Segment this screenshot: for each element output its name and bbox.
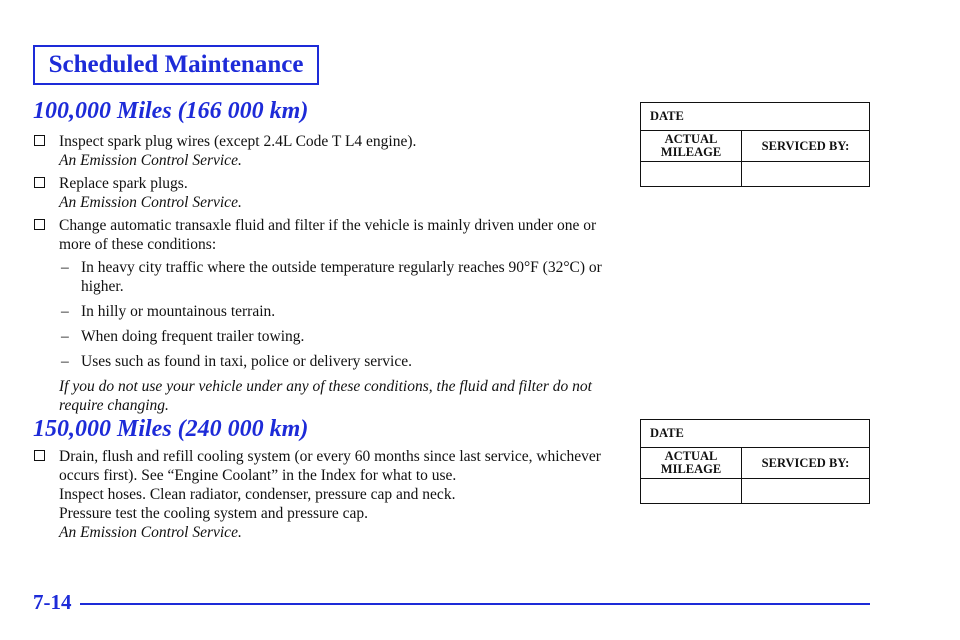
service-record-table xyxy=(640,419,870,504)
condition-text: When doing frequent trailer towing. xyxy=(81,328,305,345)
item-note: An Emission Control Service. xyxy=(59,524,242,541)
list-item xyxy=(33,216,623,254)
serviced-by-entry[interactable] xyxy=(742,479,870,504)
item-note: An Emission Control Service. xyxy=(59,152,242,169)
condition-text: In heavy city traffic where the outside temperature regularly reaches 90°F (32°C) or higher. xyxy=(81,259,602,295)
section-150k-list xyxy=(33,447,623,546)
condition-item xyxy=(33,302,623,321)
mileage-label-cell xyxy=(641,131,742,162)
list-item xyxy=(33,447,623,542)
list-item xyxy=(33,174,623,212)
checkbox-icon[interactable] xyxy=(34,135,45,146)
dash-bullet: – xyxy=(61,303,69,320)
date-cell[interactable] xyxy=(641,103,870,131)
service-record-table xyxy=(640,102,870,187)
checkbox-icon[interactable] xyxy=(34,177,45,188)
item-text-line3: Pressure test the cooling system and pressure cap. xyxy=(59,505,369,522)
checkbox-icon[interactable] xyxy=(34,219,45,230)
condition-text: In hilly or mountainous terrain. xyxy=(81,303,276,320)
serviced-by-entry[interactable] xyxy=(742,162,870,187)
condition-item xyxy=(33,327,623,346)
serviced-by-label-cell xyxy=(742,131,870,162)
header-title: Scheduled Maintenance xyxy=(48,51,304,78)
footer-divider xyxy=(80,603,870,605)
checkbox-icon[interactable] xyxy=(34,450,45,461)
page-number: 7-14 xyxy=(33,590,72,614)
serviced-by-label-cell xyxy=(742,448,870,479)
condition-item xyxy=(33,258,623,296)
section-title-150k: 150,000 Miles (240 000 km) xyxy=(33,416,309,442)
mileage-label: ACTUAL MILEAGE xyxy=(660,132,722,159)
dash-bullet: – xyxy=(61,328,69,345)
mileage-entry[interactable] xyxy=(641,479,742,504)
dash-bullet: – xyxy=(61,353,69,370)
mileage-entry[interactable] xyxy=(641,162,742,187)
mileage-label: ACTUAL MILEAGE xyxy=(660,449,722,476)
date-cell[interactable] xyxy=(641,420,870,448)
serviced-by-label: SERVICED BY: xyxy=(761,455,850,470)
condition-item xyxy=(33,352,623,371)
mileage-label-cell xyxy=(641,448,742,479)
item-text: Inspect spark plug wires (except 2.4L Code T L4 engine). xyxy=(59,133,417,150)
closing-note: If you do not use your vehicle under any of these conditions, the fluid and filter do not require changing. xyxy=(59,378,592,414)
section-100k-list xyxy=(33,132,623,415)
item-text: Replace spark plugs. xyxy=(59,175,188,192)
condition-text: Uses such as found in taxi, police or delivery service. xyxy=(81,353,413,370)
dash-bullet: – xyxy=(61,259,69,276)
serviced-by-label: SERVICED BY: xyxy=(761,138,850,153)
list-item xyxy=(33,132,623,170)
item-text: Change automatic transaxle fluid and filter if the vehicle is mainly driven under one or more of these conditions: xyxy=(59,217,597,253)
item-note: An Emission Control Service. xyxy=(59,194,242,211)
item-text: Drain, flush and refill cooling system (or every 60 months since last service, whichever occurs first). See “Engine Coolant” in the Index for what to use. xyxy=(59,448,601,484)
section-title-100k: 100,000 Miles (166 000 km) xyxy=(33,98,309,124)
item-text-line2: Inspect hoses. Clean radiator, condenser, pressure cap and neck. xyxy=(59,486,456,503)
date-label: DATE xyxy=(650,109,684,123)
date-label: DATE xyxy=(650,426,684,440)
page-header xyxy=(33,45,319,85)
